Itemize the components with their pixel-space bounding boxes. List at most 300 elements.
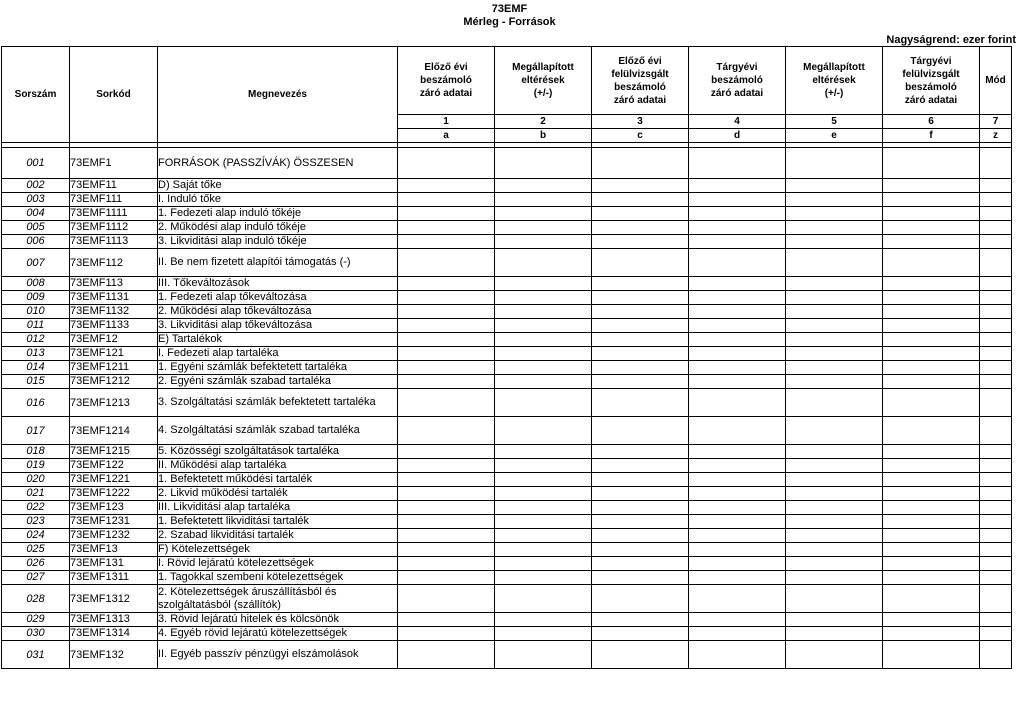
table-row [2,148,1012,179]
value-cell-c[interactable] [592,473,689,487]
value-cell-d[interactable] [689,557,786,571]
value-cell-e[interactable] [786,291,883,305]
value-cell-d[interactable] [689,375,786,389]
value-cell-d[interactable] [689,207,786,221]
row-name: 4. Szolgáltatási számlák szabad tartaléka [158,417,398,445]
value-cell-d[interactable] [689,445,786,459]
value-cell-z[interactable] [980,389,1012,417]
value-cell-f[interactable] [883,613,980,627]
value-cell-f[interactable] [883,305,980,319]
value-cell-d[interactable] [689,487,786,501]
value-cell-e[interactable] [786,515,883,529]
value-cell-a[interactable] [398,641,495,669]
value-cell-f[interactable] [883,347,980,361]
value-cell-b[interactable] [495,389,592,417]
value-cell-e[interactable] [786,613,883,627]
value-cell-c[interactable] [592,529,689,543]
header-line: Tárgyévi [716,62,758,73]
row-name: D) Saját tőke [158,179,398,193]
value-cell-z[interactable] [980,529,1012,543]
value-cell-f[interactable] [883,529,980,543]
value-cell-c[interactable] [592,221,689,235]
value-cell-f[interactable] [883,445,980,459]
value-cell-a[interactable] [398,333,495,347]
value-cell-a[interactable] [398,305,495,319]
value-cell-e[interactable] [786,193,883,207]
header-line: (+/-) [824,88,844,99]
value-cell-d[interactable] [689,221,786,235]
value-cell-a[interactable] [398,557,495,571]
value-cell-b[interactable] [495,445,592,459]
value-cell-d[interactable] [689,473,786,487]
value-cell-f[interactable] [883,291,980,305]
row-number: 017 [2,417,70,445]
row-code: 73EMF1131 [70,291,158,305]
value-cell-b[interactable] [495,641,592,669]
value-cell-a[interactable] [398,291,495,305]
value-cell-e[interactable] [786,249,883,277]
value-cell-b[interactable] [495,291,592,305]
table-row [2,193,1012,207]
value-cell-f[interactable] [883,179,980,193]
value-cell-b[interactable] [495,529,592,543]
header-col-c [592,47,689,115]
value-cell-d[interactable] [689,333,786,347]
row-name: II. Be nem fizetett alapítói támogatás (-) [158,249,398,277]
value-cell-f[interactable] [883,557,980,571]
value-cell-c[interactable] [592,641,689,669]
value-cell-d[interactable] [689,249,786,277]
value-cell-b[interactable] [495,557,592,571]
value-cell-d[interactable] [689,501,786,515]
value-cell-e[interactable] [786,305,883,319]
value-cell-z[interactable] [980,375,1012,389]
row-code: 73EMF1232 [70,529,158,543]
value-cell-b[interactable] [495,333,592,347]
value-cell-z[interactable] [980,487,1012,501]
value-cell-c[interactable] [592,277,689,291]
col-number: 3 [592,115,689,129]
form-code-title: 73EMF [491,3,528,15]
value-cell-d[interactable] [689,389,786,417]
value-cell-e[interactable] [786,148,883,179]
value-cell-f[interactable] [883,417,980,445]
value-cell-e[interactable] [786,473,883,487]
value-cell-f[interactable] [883,221,980,235]
table-row [2,375,1012,389]
value-cell-d[interactable] [689,319,786,333]
value-cell-f[interactable] [883,361,980,375]
row-code: 73EMF1311 [70,571,158,585]
value-cell-b[interactable] [495,543,592,557]
row-name: III. Likviditási alap tartaléka [158,501,398,515]
header-line: beszámoló [711,75,763,86]
value-cell-e[interactable] [786,375,883,389]
value-cell-a[interactable] [398,529,495,543]
value-cell-z[interactable] [980,277,1012,291]
value-cell-a[interactable] [398,319,495,333]
row-name: 2. Likvid működési tartalék [158,487,398,501]
value-cell-a[interactable] [398,207,495,221]
value-cell-f[interactable] [883,641,980,669]
value-cell-b[interactable] [495,193,592,207]
value-cell-c[interactable] [592,487,689,501]
value-cell-c[interactable] [592,571,689,585]
header-line: (+/-) [533,88,553,99]
value-cell-e[interactable] [786,459,883,473]
value-cell-d[interactable] [689,515,786,529]
value-cell-e[interactable] [786,627,883,641]
value-cell-f[interactable] [883,235,980,249]
value-cell-e[interactable] [786,361,883,375]
row-name: 1. Fedezeti alap induló tőkéje [158,207,398,221]
value-cell-d[interactable] [689,543,786,557]
value-cell-e[interactable] [786,277,883,291]
value-cell-e[interactable] [786,571,883,585]
value-cell-z[interactable] [980,193,1012,207]
value-cell-z[interactable] [980,627,1012,641]
value-cell-e[interactable] [786,445,883,459]
value-cell-f[interactable] [883,501,980,515]
table-row [2,179,1012,193]
value-cell-c[interactable] [592,193,689,207]
value-cell-z[interactable] [980,207,1012,221]
value-cell-a[interactable] [398,571,495,585]
value-cell-z[interactable] [980,417,1012,445]
row-name: 2. Működési alap tőkeváltozása [158,305,398,319]
row-name: I. Induló tőke [158,193,398,207]
value-cell-b[interactable] [495,305,592,319]
value-cell-a[interactable] [398,148,495,179]
row-code: 73EMF132 [70,641,158,669]
value-cell-c[interactable] [592,319,689,333]
header-line: eltérések [812,75,856,86]
value-cell-b[interactable] [495,613,592,627]
value-cell-e[interactable] [786,347,883,361]
value-cell-z[interactable] [980,347,1012,361]
value-cell-b[interactable] [495,515,592,529]
row-name: E) Tartalékok [158,333,398,347]
value-cell-f[interactable] [883,375,980,389]
value-cell-f[interactable] [883,389,980,417]
value-cell-e[interactable] [786,319,883,333]
table-row [2,445,1012,459]
value-cell-c[interactable] [592,361,689,375]
col-number: 2 [495,115,592,129]
row-number: 016 [2,389,70,417]
value-cell-b[interactable] [495,235,592,249]
value-cell-b[interactable] [495,459,592,473]
value-cell-a[interactable] [398,277,495,291]
value-cell-a[interactable] [398,249,495,277]
value-cell-b[interactable] [495,207,592,221]
value-cell-c[interactable] [592,543,689,557]
value-cell-c[interactable] [592,445,689,459]
col-letter: f [883,129,980,143]
value-cell-e[interactable] [786,543,883,557]
value-cell-e[interactable] [786,207,883,221]
value-cell-z[interactable] [980,473,1012,487]
value-cell-a[interactable] [398,375,495,389]
value-cell-e[interactable] [786,333,883,347]
col-letter: e [786,129,883,143]
value-cell-b[interactable] [495,249,592,277]
row-code: 73EMF111 [70,193,158,207]
value-cell-a[interactable] [398,235,495,249]
value-cell-e[interactable] [786,557,883,571]
row-code: 73EMF1221 [70,473,158,487]
row-code: 73EMF123 [70,501,158,515]
value-cell-f[interactable] [883,585,980,613]
value-cell-z[interactable] [980,459,1012,473]
value-cell-z[interactable] [980,445,1012,459]
value-cell-e[interactable] [786,501,883,515]
value-cell-d[interactable] [689,641,786,669]
value-cell-c[interactable] [592,585,689,613]
value-cell-a[interactable] [398,445,495,459]
value-cell-z[interactable] [980,613,1012,627]
value-cell-z[interactable] [980,148,1012,179]
value-cell-b[interactable] [495,221,592,235]
value-cell-z[interactable] [980,501,1012,515]
value-cell-d[interactable] [689,529,786,543]
value-cell-c[interactable] [592,375,689,389]
value-cell-e[interactable] [786,221,883,235]
value-cell-c[interactable] [592,515,689,529]
value-cell-b[interactable] [495,375,592,389]
row-number: 013 [2,347,70,361]
value-cell-c[interactable] [592,148,689,179]
row-code: 73EMF1231 [70,515,158,529]
value-cell-f[interactable] [883,487,980,501]
row-number: 022 [2,501,70,515]
value-cell-e[interactable] [786,235,883,249]
value-cell-c[interactable] [592,235,689,249]
value-cell-b[interactable] [495,277,592,291]
value-cell-c[interactable] [592,333,689,347]
value-cell-f[interactable] [883,571,980,585]
balance-sheet-table [1,46,1012,669]
row-number: 025 [2,543,70,557]
row-number: 005 [2,221,70,235]
value-cell-z[interactable] [980,333,1012,347]
value-cell-d[interactable] [689,235,786,249]
value-cell-c[interactable] [592,501,689,515]
value-cell-c[interactable] [592,613,689,627]
row-number: 012 [2,333,70,347]
value-cell-b[interactable] [495,571,592,585]
value-cell-f[interactable] [883,319,980,333]
value-cell-z[interactable] [980,571,1012,585]
value-cell-c[interactable] [592,347,689,361]
row-name: F) Kötelezettségek [158,543,398,557]
value-cell-b[interactable] [495,148,592,179]
row-number: 023 [2,515,70,529]
value-cell-f[interactable] [883,148,980,179]
value-cell-c[interactable] [592,459,689,473]
value-cell-c[interactable] [592,305,689,319]
value-cell-f[interactable] [883,193,980,207]
value-cell-a[interactable] [398,459,495,473]
value-cell-a[interactable] [398,627,495,641]
value-cell-b[interactable] [495,347,592,361]
value-cell-d[interactable] [689,417,786,445]
row-name: III. Tőkeváltozások [158,277,398,291]
value-cell-b[interactable] [495,501,592,515]
value-cell-z[interactable] [980,543,1012,557]
value-cell-e[interactable] [786,585,883,613]
value-cell-e[interactable] [786,529,883,543]
table-row [2,571,1012,585]
value-cell-a[interactable] [398,179,495,193]
row-number: 019 [2,459,70,473]
value-cell-z[interactable] [980,557,1012,571]
row-name: I. Fedezeti alap tartaléka [158,347,398,361]
value-cell-b[interactable] [495,473,592,487]
value-cell-b[interactable] [495,417,592,445]
header-line: Előző évi [424,62,468,73]
value-cell-e[interactable] [786,179,883,193]
value-cell-z[interactable] [980,305,1012,319]
value-cell-c[interactable] [592,249,689,277]
value-cell-c[interactable] [592,207,689,221]
value-cell-b[interactable] [495,487,592,501]
value-cell-c[interactable] [592,389,689,417]
col-letter: b [495,129,592,143]
header-col-e [786,47,883,115]
row-code: 73EMF1312 [70,585,158,613]
value-cell-b[interactable] [495,319,592,333]
header-line: Megállapított [512,62,574,73]
row-code: 73EMF1133 [70,319,158,333]
table-row [2,277,1012,291]
header-line: beszámoló [614,81,666,93]
header-line: beszámoló [420,75,472,86]
value-cell-a[interactable] [398,193,495,207]
value-cell-a[interactable] [398,585,495,613]
row-name: 3. Szolgáltatási számlák befektetett tartaléka [158,389,398,417]
value-cell-f[interactable] [883,333,980,347]
value-cell-a[interactable] [398,543,495,557]
value-cell-z[interactable] [980,515,1012,529]
value-cell-z[interactable] [980,235,1012,249]
value-cell-a[interactable] [398,361,495,375]
table-row [2,557,1012,571]
value-cell-d[interactable] [689,347,786,361]
value-cell-d[interactable] [689,459,786,473]
value-cell-a[interactable] [398,613,495,627]
value-cell-f[interactable] [883,543,980,557]
value-cell-b[interactable] [495,585,592,613]
row-number: 024 [2,529,70,543]
value-cell-c[interactable] [592,291,689,305]
value-cell-z[interactable] [980,361,1012,375]
value-cell-d[interactable] [689,613,786,627]
value-cell-z[interactable] [980,585,1012,613]
value-cell-z[interactable] [980,291,1012,305]
value-cell-a[interactable] [398,221,495,235]
value-cell-f[interactable] [883,249,980,277]
table-row [2,487,1012,501]
row-code: 73EMF11 [70,179,158,193]
header-col-z [980,47,1012,115]
value-cell-d[interactable] [689,193,786,207]
row-name: 2. Kötelezettségek áruszállításból és szolgáltatásból (szállítók) [158,585,398,613]
value-cell-d[interactable] [689,148,786,179]
value-cell-d[interactable] [689,291,786,305]
value-cell-z[interactable] [980,179,1012,193]
value-cell-f[interactable] [883,515,980,529]
header-line: Megállapított [803,62,865,73]
row-code: 73EMF122 [70,459,158,473]
row-number: 002 [2,179,70,193]
value-cell-a[interactable] [398,417,495,445]
value-cell-e[interactable] [786,641,883,669]
value-cell-z[interactable] [980,221,1012,235]
value-cell-a[interactable] [398,389,495,417]
row-name: 5. Közösségi szolgáltatások tartaléka [158,445,398,459]
value-cell-a[interactable] [398,473,495,487]
row-number: 018 [2,445,70,459]
table-row [2,291,1012,305]
header-line: Előző évi [618,55,662,67]
value-cell-b[interactable] [495,361,592,375]
value-cell-a[interactable] [398,347,495,361]
value-cell-f[interactable] [883,473,980,487]
value-cell-c[interactable] [592,627,689,641]
value-cell-d[interactable] [689,571,786,585]
table-row [2,627,1012,641]
value-cell-d[interactable] [689,361,786,375]
row-code: 73EMF112 [70,249,158,277]
value-cell-e[interactable] [786,417,883,445]
value-cell-d[interactable] [689,179,786,193]
row-number: 006 [2,235,70,249]
col-letter: c [592,129,689,143]
value-cell-f[interactable] [883,459,980,473]
value-cell-f[interactable] [883,627,980,641]
value-cell-e[interactable] [786,389,883,417]
value-cell-c[interactable] [592,417,689,445]
value-cell-d[interactable] [689,627,786,641]
value-cell-a[interactable] [398,515,495,529]
value-cell-d[interactable] [689,305,786,319]
value-cell-b[interactable] [495,627,592,641]
value-cell-f[interactable] [883,207,980,221]
value-cell-d[interactable] [689,585,786,613]
value-cell-a[interactable] [398,501,495,515]
value-cell-z[interactable] [980,249,1012,277]
col-number: 7 [980,115,1012,129]
value-cell-e[interactable] [786,487,883,501]
table-row [2,459,1012,473]
table-row [2,389,1012,417]
row-code: 73EMF131 [70,557,158,571]
header-line: záró adatai [419,88,473,99]
row-number: 010 [2,305,70,319]
table-row [2,641,1012,669]
value-cell-d[interactable] [689,277,786,291]
col-number: 4 [689,115,786,129]
value-cell-b[interactable] [495,179,592,193]
value-cell-c[interactable] [592,557,689,571]
value-cell-c[interactable] [592,179,689,193]
value-cell-z[interactable] [980,641,1012,669]
value-cell-f[interactable] [883,277,980,291]
value-cell-a[interactable] [398,487,495,501]
row-name: 1. Fedezeti alap tőkeváltozása [158,291,398,305]
value-cell-z[interactable] [980,319,1012,333]
